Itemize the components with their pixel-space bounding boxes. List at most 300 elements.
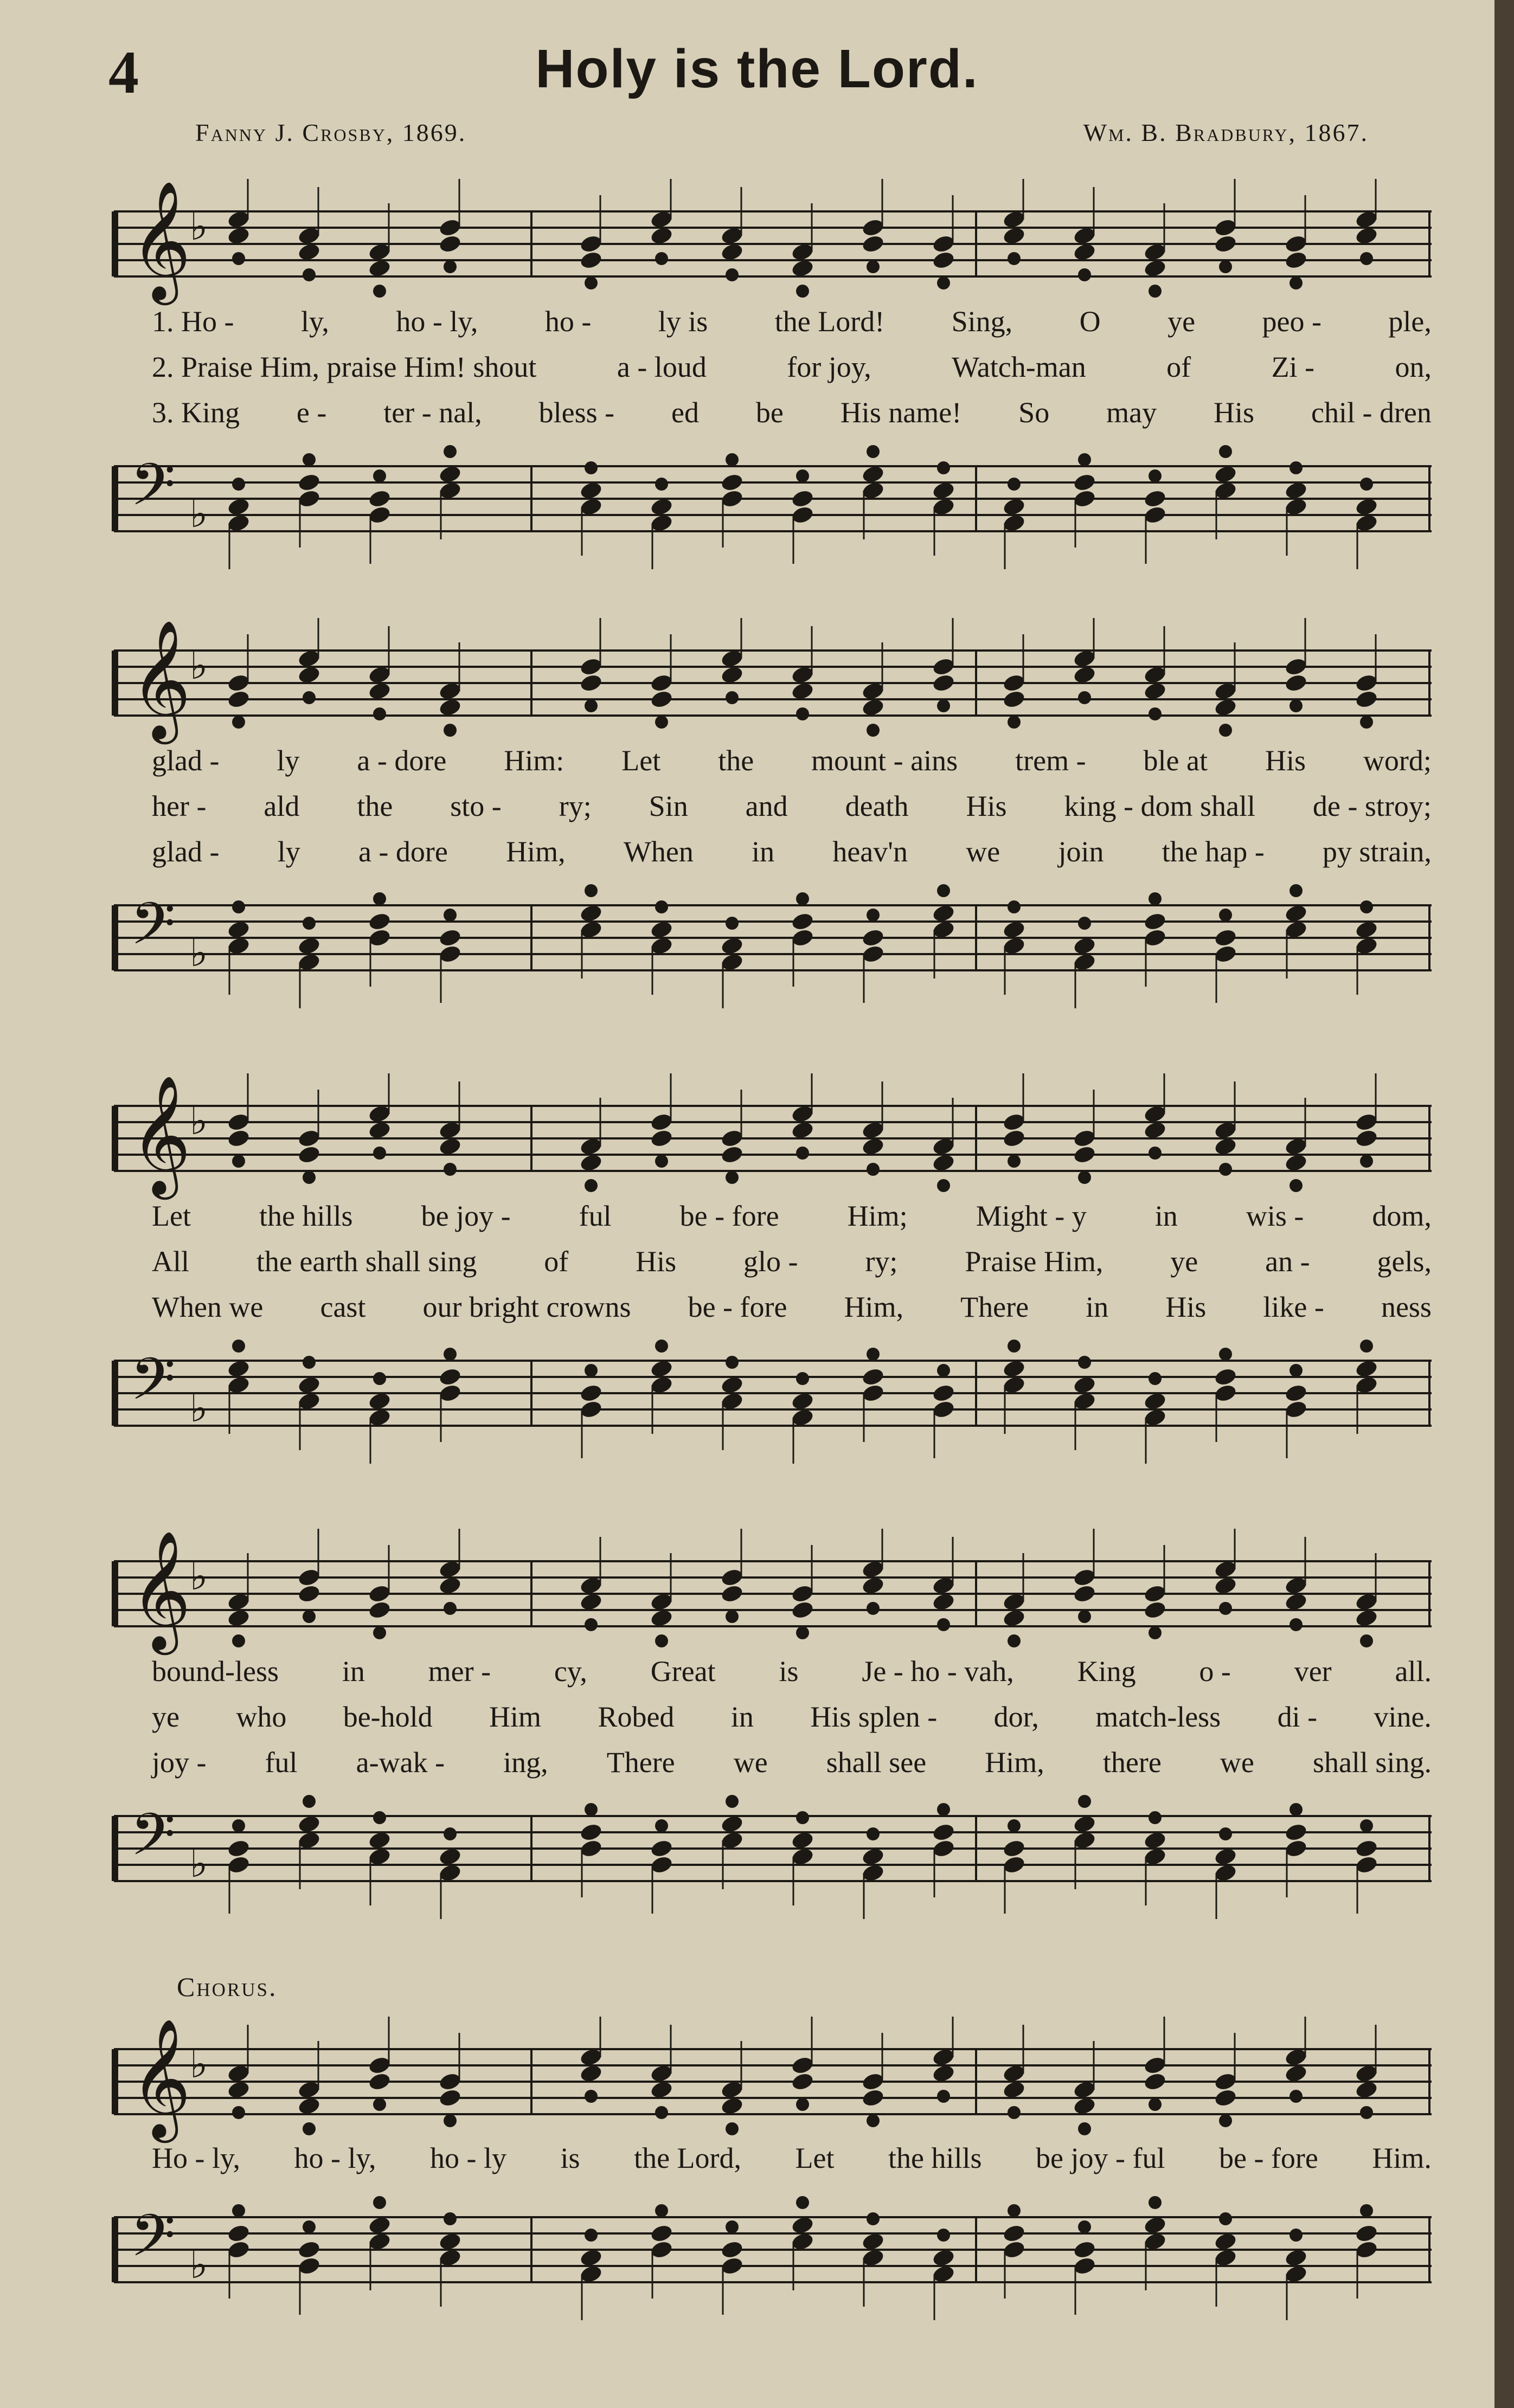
lower-voice-note <box>1360 716 1373 729</box>
treble-staff-3 <box>108 1073 1442 1209</box>
lower-voice-note <box>796 1372 809 1385</box>
lower-voice-note <box>373 1147 386 1160</box>
lyric-syllable: glad - <box>152 835 220 868</box>
bass-clef-icon: 𝄢 <box>130 2201 176 2284</box>
lower-voice-note <box>1149 1147 1162 1160</box>
notehead <box>1214 234 1238 254</box>
lower-voice-note <box>1149 707 1162 720</box>
flat-key-signature-icon: ♭ <box>190 204 208 249</box>
lyric-syllable: ver <box>1294 1655 1332 1688</box>
lyric-syllable: like - <box>1263 1291 1324 1323</box>
lower-voice-note <box>1008 2106 1021 2119</box>
lyric-syllable: ter - nal, <box>383 396 482 429</box>
lower-voice-note <box>796 1811 809 1824</box>
lower-voice-note <box>937 1618 950 1631</box>
lower-voice-note <box>726 1610 739 1623</box>
lower-voice-note <box>1008 900 1021 913</box>
lyric-syllable: Sing, <box>951 305 1013 338</box>
lower-voice-note <box>303 453 316 466</box>
notehead <box>720 1583 745 1604</box>
treble-clef-icon: 𝄞 <box>130 619 191 739</box>
lower-voice-note <box>655 716 668 729</box>
lyric-syllable: 3. King <box>152 396 240 429</box>
lyric-syllable: Robed <box>598 1701 675 1733</box>
lyric-syllable: ly is <box>658 305 708 338</box>
lyric-syllable: 2. Praise Him, praise Him! shout <box>152 351 537 383</box>
flat-key-signature-icon: ♭ <box>190 931 208 975</box>
lower-voice-note <box>585 2090 598 2103</box>
notehead <box>1284 1822 1308 1842</box>
lower-voice-note <box>1078 2122 1091 2135</box>
notehead <box>932 1822 956 1842</box>
lyric-syllable: the <box>357 790 393 822</box>
lower-voice-note <box>796 1147 809 1160</box>
lower-voice-note <box>585 461 598 474</box>
lower-voice-note <box>1078 1610 1091 1623</box>
lyric-syllable: on, <box>1395 351 1432 383</box>
notehead <box>650 1128 674 1148</box>
treble-clef-icon: 𝄞 <box>130 2018 191 2137</box>
lyric-syllable: His <box>1265 744 1306 777</box>
lyric-syllable: joy - <box>152 1746 207 1779</box>
lyric-syllable: e - <box>296 396 327 429</box>
lower-voice-note <box>303 1795 316 1808</box>
lower-voice-note <box>1290 884 1303 897</box>
notehead <box>579 1383 604 1403</box>
lyric-syllable: the Lord, <box>634 2142 742 2174</box>
lower-voice-note <box>937 2229 950 2242</box>
lyric-syllable: shall see <box>826 1746 927 1779</box>
notehead <box>1073 1144 1097 1164</box>
bass-staff-1 <box>108 434 1442 569</box>
lower-voice-note <box>1219 1348 1232 1361</box>
lyric-syllable: His splen - <box>810 1701 938 1733</box>
lower-voice-note <box>585 1179 598 1192</box>
lower-voice-note <box>373 2098 386 2111</box>
lower-voice-note <box>303 2122 316 2135</box>
lyric-line-2-1 <box>152 744 1432 777</box>
lower-voice-note <box>937 2090 950 2103</box>
lower-voice-note <box>1360 1155 1373 1168</box>
lyric-syllable: the Lord! <box>774 305 885 338</box>
lower-voice-note <box>867 909 880 922</box>
lower-voice-note <box>655 1340 668 1353</box>
notehead <box>368 488 392 508</box>
bass-clef-icon: 𝄢 <box>130 1345 176 1427</box>
lyric-syllable: vine. <box>1374 1701 1432 1733</box>
notehead <box>1284 1383 1308 1403</box>
lower-voice-note <box>1078 1171 1091 1184</box>
notehead <box>1002 1838 1027 1858</box>
lower-voice-note <box>1008 1634 1021 1647</box>
lower-voice-note <box>867 724 880 737</box>
lower-voice-note <box>655 2106 668 2119</box>
notehead <box>1073 1583 1097 1604</box>
lyric-syllable: Great <box>650 1655 716 1688</box>
notehead <box>720 1144 745 1164</box>
lower-voice-note <box>1008 1819 1021 1832</box>
lower-voice-note <box>937 1803 950 1816</box>
lyric-syllable: in <box>730 1701 754 1733</box>
notehead <box>791 488 815 508</box>
notehead <box>368 2071 392 2091</box>
lyric-syllable: death <box>845 790 909 822</box>
lyric-syllable: in <box>1086 1291 1109 1323</box>
lower-voice-note <box>1149 285 1162 298</box>
lower-voice-note <box>937 1179 950 1192</box>
lyric-syllable: Zi - <box>1271 351 1315 383</box>
flat-key-signature-icon: ♭ <box>190 1554 208 1599</box>
lyricist-credit: Fanny J. Crosby, 1869. <box>195 119 467 146</box>
lyric-syllable: Him, <box>985 1746 1044 1779</box>
lyric-syllable: chil - dren <box>1311 396 1432 429</box>
lyric-line-4-2 <box>152 1700 1432 1734</box>
lower-voice-note <box>796 2098 809 2111</box>
lyric-syllable: His <box>636 1245 677 1278</box>
notehead <box>1355 1128 1379 1148</box>
lower-voice-note <box>655 252 668 265</box>
lyric-syllable: ye <box>1167 305 1196 338</box>
notehead <box>932 673 956 693</box>
lyric-syllable: the <box>718 744 754 777</box>
lower-voice-note <box>303 1610 316 1623</box>
lyric-syllable: When we <box>152 1291 264 1323</box>
lower-voice-note <box>1360 900 1373 913</box>
lower-voice-note <box>726 917 739 930</box>
lyric-syllable: ly, <box>300 305 329 338</box>
lower-voice-note <box>1290 2090 1303 2103</box>
lower-voice-note <box>796 469 809 482</box>
notehead <box>650 1838 674 1858</box>
notehead <box>1355 1838 1379 1858</box>
notehead <box>1002 1128 1027 1148</box>
lyric-syllable: sto - <box>450 790 502 822</box>
lower-voice-note <box>1008 478 1021 491</box>
lyric-line-3-3 <box>152 1290 1432 1324</box>
lower-voice-note <box>232 478 245 491</box>
lower-voice-note <box>444 1348 457 1361</box>
lyric-syllable: wis - <box>1246 1200 1304 1232</box>
lyric-syllable: Sin <box>649 790 688 822</box>
chorus-label: Chorus. <box>177 1972 278 2002</box>
lyric-syllable: ry; <box>559 790 592 822</box>
lower-voice-note <box>1360 252 1373 265</box>
notehead <box>579 673 604 693</box>
lyric-line-2-3 <box>152 835 1432 868</box>
lyric-syllable: there <box>1102 1746 1162 1779</box>
lower-voice-note <box>867 2212 880 2225</box>
lower-voice-note <box>373 2196 386 2209</box>
lower-voice-note <box>303 1356 316 1369</box>
flat-key-signature-icon: ♭ <box>190 643 208 688</box>
lyric-syllable: be-hold <box>343 1701 433 1733</box>
lower-voice-note <box>796 892 809 905</box>
notehead <box>297 472 322 492</box>
lyric-syllable: cy, <box>554 1655 587 1688</box>
lower-voice-note <box>867 1163 880 1176</box>
lower-voice-note <box>444 724 457 737</box>
composer-credit: Wm. B. Bradbury, 1867. <box>1083 119 1369 146</box>
lower-voice-note <box>1290 461 1303 474</box>
lyric-syllable: we <box>1220 1746 1254 1779</box>
lower-voice-note <box>1290 2229 1303 2242</box>
treble-clef-icon: 𝄞 <box>130 180 191 300</box>
lyric-syllable: dor, <box>993 1701 1039 1733</box>
lyric-syllable: Him <box>489 1701 542 1733</box>
lower-voice-note <box>726 1356 739 1369</box>
treble-staff-2 <box>108 618 1442 754</box>
lower-voice-note <box>232 1819 245 1832</box>
lyric-syllable: Let <box>621 744 661 777</box>
treble-staff-chorus <box>108 2017 1442 2152</box>
notehead <box>1355 2223 1379 2243</box>
hymn-title: Holy is the Lord. <box>535 38 979 99</box>
lyric-syllable: bless - <box>538 396 615 429</box>
lyric-syllable: ho - ly, <box>396 305 478 338</box>
lower-voice-note <box>303 917 316 930</box>
lower-voice-note <box>444 260 457 273</box>
lower-voice-note <box>867 260 880 273</box>
lower-voice-note <box>444 2114 457 2127</box>
notehead <box>579 250 604 270</box>
lyric-line-chorus <box>152 2141 1432 2175</box>
lyric-syllable: may <box>1106 396 1157 429</box>
notehead <box>227 689 251 709</box>
lyric-syllable: her - <box>152 790 207 822</box>
lower-voice-note <box>1149 1372 1162 1385</box>
lower-voice-note <box>444 1827 457 1840</box>
lower-voice-note <box>726 1795 739 1808</box>
page-binding-edge <box>1494 0 1514 2408</box>
lower-voice-note <box>1078 453 1091 466</box>
notehead <box>368 911 392 931</box>
treble-clef-icon: 𝄞 <box>130 1530 191 1650</box>
lyric-syllable: ye <box>1170 1245 1198 1278</box>
lower-voice-note <box>937 461 950 474</box>
notehead <box>1002 2223 1027 2243</box>
lower-voice-note <box>1290 1618 1303 1631</box>
lyric-line-2-2 <box>152 789 1432 823</box>
lower-voice-note <box>937 1364 950 1377</box>
lower-voice-note <box>373 1372 386 1385</box>
notehead <box>791 1600 815 1620</box>
lyric-syllable: is <box>779 1655 799 1688</box>
notehead <box>1214 2088 1238 2108</box>
lyric-syllable: glad - <box>152 744 220 777</box>
lyric-line-4-1 <box>152 1654 1432 1688</box>
lyric-syllable: is <box>560 2142 580 2174</box>
lyric-syllable: bound-less <box>152 1655 279 1688</box>
bass-clef-icon: 𝄢 <box>130 890 176 972</box>
lower-voice-note <box>1008 1340 1021 1353</box>
lower-voice-note <box>1219 445 1232 458</box>
flat-key-signature-icon: ♭ <box>190 2243 208 2287</box>
lyric-syllable: word; <box>1363 744 1432 777</box>
lyric-syllable: King <box>1077 1655 1136 1688</box>
lyric-syllable: Him; <box>847 1200 908 1232</box>
flat-key-signature-icon: ♭ <box>190 1099 208 1143</box>
lyric-syllable: ho - ly, <box>294 2142 376 2174</box>
notehead <box>1143 911 1167 931</box>
lower-voice-note <box>937 276 950 289</box>
lower-voice-note <box>1219 2114 1232 2127</box>
lyric-syllable: 1. Ho - <box>152 305 234 338</box>
lyric-syllable: of <box>544 1245 569 1278</box>
lyric-syllable: O <box>1079 305 1101 338</box>
lower-voice-note <box>655 900 668 913</box>
lyric-syllable: all. <box>1395 1655 1432 1688</box>
notehead <box>1073 2239 1097 2259</box>
lower-voice-note <box>444 909 457 922</box>
lower-voice-note <box>585 1364 598 1377</box>
lower-voice-note <box>1078 2220 1091 2233</box>
lower-voice-note <box>1360 478 1373 491</box>
lyric-syllable: we <box>966 835 1000 868</box>
lyric-line-1-3 <box>152 396 1432 429</box>
lower-voice-note <box>1078 1356 1091 1369</box>
lyric-line-1-1 <box>152 305 1432 338</box>
lower-voice-note <box>937 699 950 712</box>
lower-voice-note <box>726 453 739 466</box>
notehead <box>932 250 956 270</box>
lower-voice-note <box>585 276 598 289</box>
lyric-syllable: dom, <box>1372 1200 1432 1232</box>
lyric-syllable: ness <box>1381 1291 1432 1323</box>
lower-voice-note <box>1290 699 1303 712</box>
lower-voice-note <box>373 469 386 482</box>
lower-voice-note <box>1149 892 1162 905</box>
lower-voice-note <box>726 2122 739 2135</box>
bass-clef-icon: 𝄢 <box>130 450 176 533</box>
lower-voice-note <box>373 1626 386 1639</box>
lyric-syllable: for joy, <box>787 351 871 383</box>
lyric-syllable: ly <box>277 835 300 868</box>
lyric-syllable: ble at <box>1143 744 1208 777</box>
lower-voice-note <box>867 445 880 458</box>
lower-voice-note <box>373 707 386 720</box>
lyric-syllable: be - fore <box>688 1291 787 1323</box>
lower-voice-note <box>1078 917 1091 930</box>
lyric-syllable: be joy - ful <box>1036 2142 1165 2174</box>
bass-staff-4 <box>108 1784 1442 1919</box>
lower-voice-note <box>1290 1803 1303 1816</box>
lyric-line-3-1 <box>152 1199 1432 1233</box>
notehead <box>438 1367 463 1387</box>
lyric-syllable: the hills <box>259 1200 353 1232</box>
notehead <box>861 2088 886 2108</box>
lower-voice-note <box>796 707 809 720</box>
page-number: 4 <box>108 39 139 106</box>
lower-voice-note <box>585 1803 598 1816</box>
lyric-syllable: Might - y <box>976 1200 1087 1232</box>
lyric-syllable: Watch-man <box>952 351 1086 383</box>
flat-key-signature-icon: ♭ <box>190 1386 208 1431</box>
flat-key-signature-icon: ♭ <box>190 492 208 536</box>
lower-voice-note <box>796 285 809 298</box>
lower-voice-note <box>1360 2106 1373 2119</box>
lower-voice-note <box>1149 2098 1162 2111</box>
notehead <box>227 2223 251 2243</box>
lower-voice-note <box>1008 2204 1021 2217</box>
notehead <box>791 911 815 931</box>
lower-voice-note <box>867 1827 880 1840</box>
treble-staff-1 <box>108 179 1442 314</box>
lyric-syllable: of <box>1166 351 1191 383</box>
flat-key-signature-icon: ♭ <box>190 2042 208 2087</box>
lyric-syllable: the earth shall sing <box>256 1245 477 1278</box>
lower-voice-note <box>867 1602 880 1615</box>
lyric-syllable: trem - <box>1015 744 1086 777</box>
notehead <box>227 1838 251 1858</box>
lower-voice-note <box>232 2204 245 2217</box>
lower-voice-note <box>1149 2196 1162 2209</box>
lower-voice-note <box>585 2229 598 2242</box>
lower-voice-note <box>1219 1163 1232 1176</box>
lyric-syllable: Ho - ly, <box>152 2142 240 2174</box>
lyric-line-4-3 <box>152 1746 1432 1779</box>
lower-voice-note <box>1149 1626 1162 1639</box>
lower-voice-note <box>585 699 598 712</box>
lower-voice-note <box>1290 1364 1303 1377</box>
notehead <box>861 234 886 254</box>
lyric-syllable: be joy - <box>421 1200 511 1232</box>
lower-voice-note <box>232 2106 245 2119</box>
notehead <box>932 1383 956 1403</box>
lower-voice-note <box>232 1634 245 1647</box>
lyric-syllable: Him, <box>506 835 566 868</box>
lyric-syllable: our bright crowns <box>422 1291 631 1323</box>
lyric-syllable: His <box>1165 1291 1207 1323</box>
lyric-syllable: His name! <box>840 396 962 429</box>
lower-voice-note <box>1078 268 1091 281</box>
lyric-syllable: Je - ho - vah, <box>862 1655 1014 1688</box>
notehead <box>227 1128 251 1148</box>
notehead <box>438 928 463 948</box>
lower-voice-note <box>1360 1634 1373 1647</box>
notehead <box>1073 472 1097 492</box>
notehead <box>1284 673 1308 693</box>
lyric-syllable: ed <box>671 396 699 429</box>
lower-voice-note <box>232 1155 245 1168</box>
lyric-syllable: heav'n <box>832 835 908 868</box>
lyric-line-1-2 <box>152 350 1432 384</box>
flat-key-signature-icon: ♭ <box>190 1842 208 1886</box>
lower-voice-note <box>1219 1827 1232 1840</box>
lyric-syllable: Let <box>152 1200 191 1232</box>
lyric-syllable: o - <box>1199 1655 1231 1688</box>
lower-voice-note <box>655 1155 668 1168</box>
lyric-syllable: a - dore <box>357 744 447 777</box>
lyric-syllable: shall sing. <box>1312 1746 1432 1779</box>
lower-voice-note <box>373 1811 386 1824</box>
lyric-syllable: There <box>960 1291 1029 1323</box>
lyric-syllable: in <box>342 1655 365 1688</box>
lower-voice-note <box>726 691 739 704</box>
lower-voice-note <box>655 1819 668 1832</box>
lower-voice-note <box>1149 1811 1162 1824</box>
lyric-syllable: ry; <box>865 1245 898 1278</box>
lyric-syllable: peo - <box>1262 305 1321 338</box>
notehead <box>1143 2071 1167 2091</box>
lyric-syllable: mount - ains <box>811 744 958 777</box>
lower-voice-note <box>232 716 245 729</box>
lyric-syllable: ye <box>152 1701 179 1733</box>
notehead <box>579 1822 604 1842</box>
lyric-syllable: ful <box>265 1746 298 1779</box>
lower-voice-note <box>867 2114 880 2127</box>
lyric-syllable: who <box>236 1701 287 1733</box>
lower-voice-note <box>303 268 316 281</box>
